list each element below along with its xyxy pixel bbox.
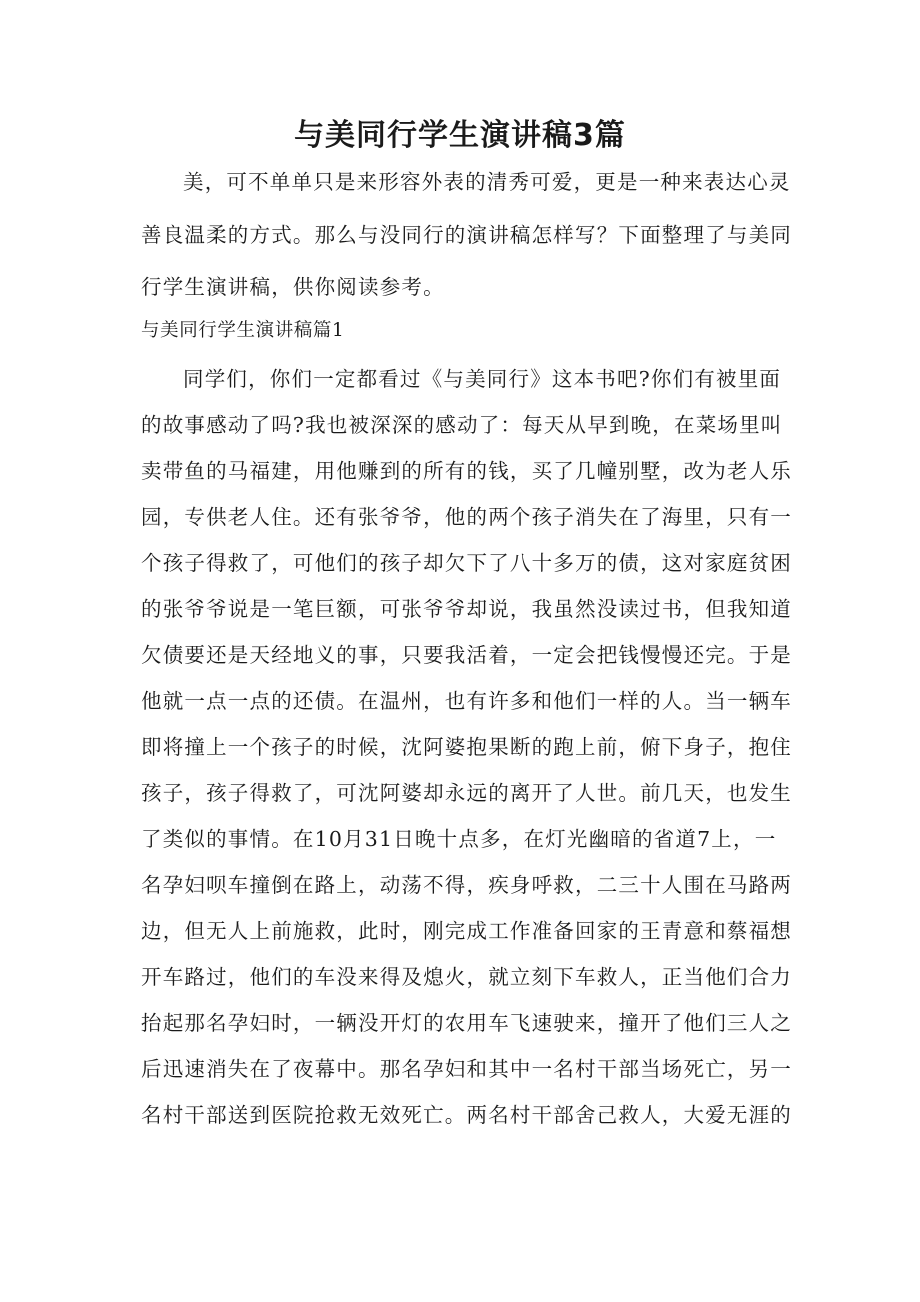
body-line: 边，但无人上前施救，此时，刚完成工作准备回家的王青意和蔡福想 [141, 919, 792, 943]
document-title: 与美同行学生演讲稿3篇 [294, 118, 626, 153]
body-line: 名孕妇呗车撞倒在路上，动荡不得，疾身呼救，二三十人围在马路两 [141, 873, 792, 897]
body-line: 开车路过，他们的车没来得及熄火，就立刻下车救人，正当他们合力 [141, 965, 792, 989]
body-line: 抬起那名孕妇时，一辆没开灯的农用车飞速驶来，撞开了他们三人之 [141, 1011, 792, 1035]
body-line: 孩子，孩子得救了，可沈阿婆却永远的离开了人世。前几天，也发生 [141, 781, 792, 805]
intro-line: 行学生演讲稿，供你阅读参考。 [141, 275, 445, 299]
body-line: 即将撞上一个孩子的时候，沈阿婆抱果断的跑上前，俯下身子，抱住 [141, 735, 792, 759]
intro-line: 善良温柔的方式。那么与没同行的演讲稿怎样写？下面整理了与美同 [141, 223, 792, 247]
body-line: 个孩子得救了，可他们的孩子却欠下了八十多万的债，这对家庭贫困 [141, 551, 792, 575]
body-line: 名村干部送到医院抢救无效死亡。两名村干部舍己救人，大爱无涯的 [141, 1103, 792, 1127]
body-line: 欠债要还是天经地义的事，只要我活着，一定会把钱慢慢还完。于是 [141, 643, 792, 667]
body-line: 他就一点一点的还债。在温州，也有许多和他们一样的人。当一辆车 [141, 689, 792, 713]
section-heading: 与美同行学生演讲稿篇1 [141, 320, 345, 341]
intro-line: 美，可不单单只是来形容外表的清秀可爱，更是一种来表达心灵 [183, 170, 791, 194]
body-line: 的故事感动了吗?我也被深深的感动了：每天从早到晚，在菜场里叫 [141, 413, 783, 437]
body-line: 同学们，你们一定都看过《与美同行》这本书吧?你们有被里面 [183, 367, 782, 391]
body-line: 园，专供老人住。还有张爷爷，他的两个孩子消失在了海里，只有一 [141, 505, 792, 529]
body-line: 了类似的事情。在10月31日晚十点多，在灯光幽暗的省道7上，一 [141, 827, 777, 851]
body-line: 的张爷爷说是一笔巨额，可张爷爷却说，我虽然没读过书，但我知道 [141, 597, 792, 621]
body-line: 后迅速消失在了夜幕中。那名孕妇和其中一名村干部当场死亡，另一 [141, 1057, 792, 1081]
body-line: 卖带鱼的马福建，用他赚到的所有的钱，买了几幢别墅，改为老人乐 [141, 459, 792, 483]
